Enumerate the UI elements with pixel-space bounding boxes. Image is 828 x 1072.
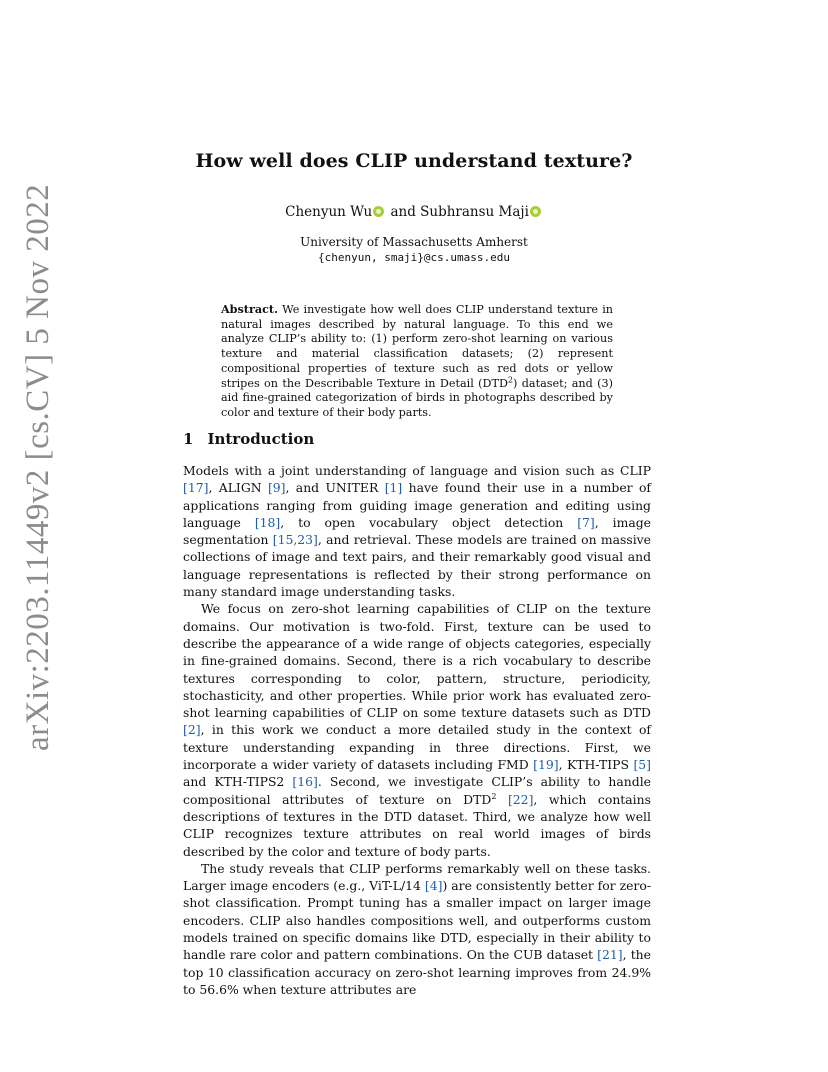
- text: , image segmentation: [183, 514, 651, 548]
- citation-link[interactable]: [7]: [577, 514, 595, 530]
- text: , and retrieval. These models are trained on massive collections of image and text pairs, and their remarkably good visual and language representations is reflected by their strong performance on many standard image understanding tasks.: [183, 532, 651, 600]
- superscript: 2: [491, 791, 497, 801]
- orcid-icon[interactable]: [530, 206, 541, 217]
- text: , KTH-TIPS: [558, 757, 634, 773]
- author-joiner: and: [386, 204, 421, 220]
- text: , ALIGN: [208, 480, 268, 496]
- section-title: Introduction: [207, 430, 315, 448]
- text: , the top 10 classification accuracy on zero-shot learning improves from 24.9% to 56.6% when texture attributes are: [183, 947, 651, 997]
- text: , which contains descriptions of textures in the DTD dataset. Third, we analyze how well CLIP recognizes texture attributes on real world images of birds described by the color and texture of body parts.: [183, 791, 651, 859]
- abstract-text: We investigate how well does CLIP understand texture in natural images described by natural language. To this end we analyze CLIP’s ability to: (1) perform zero-shot learning on various texture and material classification datasets; (2) represent compositional properties of texture such as red dots or yellow stripes on the Describable Texture in Detail (DTD: [221, 303, 613, 390]
- author-email: {chenyun, smaji}@cs.umass.edu: [317, 251, 511, 264]
- text: Models with a joint understanding of language and vision such as CLIP: [183, 463, 651, 478]
- author-line: [0, 204, 828, 220]
- citation-link[interactable]: [17]: [183, 480, 209, 496]
- abstract-label: Abstract.: [221, 302, 278, 316]
- citation-link[interactable]: [5]: [633, 757, 651, 773]
- body-text: [183, 462, 651, 998]
- text: , and UNITER: [285, 480, 385, 496]
- text: , in this work we conduct a more detailed study in the context of texture understanding expanding in three directions. First, we incorporate a wider variety of datasets including FMD: [183, 722, 651, 773]
- citation-link[interactable]: [4]: [424, 878, 443, 894]
- text: The study reveals that CLIP performs remarkably well on these tasks. Larger image encoders (e.g., ViT-L/14: [183, 860, 651, 894]
- text: [496, 792, 508, 807]
- paragraph: [183, 462, 651, 600]
- text: and KTH-TIPS2: [183, 774, 293, 790]
- author-name: Subhransu Maji: [420, 204, 529, 220]
- affiliation: University of Massachusetts Amherst: [300, 235, 528, 249]
- abstract: [221, 302, 613, 421]
- citation-link[interactable]: [2]: [183, 722, 201, 738]
- citation-link[interactable]: [18]: [254, 514, 281, 530]
- text: . Second, we investigate CLIP’s ability to handle compositional attributes of texture on DTD: [183, 774, 651, 807]
- citation-link[interactable]: [22]: [507, 791, 534, 807]
- text: ) are consistently better for zero-shot classification. Prompt tuning has a smaller impact on larger image encoders. CLIP also handles compositions well, and outperforms custom models trained on specific domains like DTD, especially in their ability to handle rare color and pattern combinations. On the CUB dataset: [183, 878, 652, 963]
- section-number: 1: [183, 430, 194, 448]
- arxiv-identifier: arXiv:2203.11449v2 [cs.CV] 5 Nov 2022: [20, 183, 56, 751]
- citation-link[interactable]: [1]: [384, 480, 403, 496]
- affiliation-block: [0, 234, 828, 266]
- superscript: 2: [507, 374, 514, 384]
- paragraph: [183, 860, 651, 998]
- citation-link[interactable]: [9]: [267, 480, 286, 496]
- citation-link[interactable]: [16]: [292, 774, 318, 790]
- paper-title: How well does CLIP understand texture?: [195, 150, 633, 172]
- citation-link[interactable]: [21]: [597, 947, 623, 963]
- orcid-icon[interactable]: [373, 206, 384, 217]
- author-name: Chenyun Wu: [285, 204, 373, 220]
- text: have found their use in a number of applications ranging from guiding image generation and editing using language: [183, 480, 651, 530]
- paragraph: [183, 600, 651, 859]
- text: , to open vocabulary object detection: [280, 514, 578, 530]
- text: We focus on zero-shot learning capabilities of CLIP on the texture domains. Our motivation is two-fold. First, texture can be used to describe the appearance of a wide range of objects categories, especially in fine-grained domains. Second, there is a rich vocabulary to describe textures corresponding to color, pattern, structure, periodicity, stochasticity, and other properties. While prior work has evaluated zero-shot learning capabilities of CLIP on some texture datasets such as DTD: [183, 601, 651, 721]
- section-heading: [183, 430, 314, 448]
- abstract-text: ) dataset; and (3) aid fine-grained categorization of birds in photographs described by color and texture of their body parts.: [221, 376, 613, 419]
- citation-link[interactable]: [15,23]: [272, 532, 318, 548]
- citation-link[interactable]: [19]: [533, 757, 559, 773]
